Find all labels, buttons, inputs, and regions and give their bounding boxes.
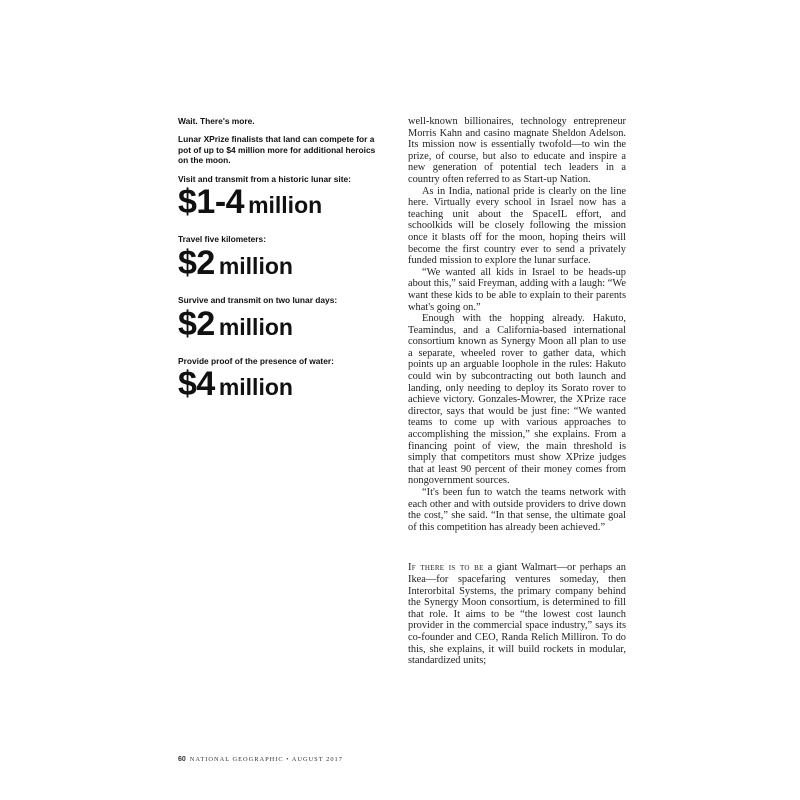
folio-text: NATIONAL GEOGRAPHIC • AUGUST 2017 bbox=[189, 756, 343, 763]
award-value: $2 bbox=[178, 304, 215, 343]
article-paragraph: “It's been fun to watch the teams network with each other and with outside providers to drive down the cost,” she said. “In that sense, the ultimate goal of this competition has already been achieved.” bbox=[408, 487, 626, 533]
award-label: Survive and transmit on two lunar days: bbox=[178, 294, 338, 305]
article-paragraph: well-known billionaires, technology entrepreneur Morris Kahn and casino magnate Sheldon Adelson. Its mission now is essentially twofold—to win the prize, of course, but also to educate and inspire a new generation of potential tech leaders in a country often referred to as Start-up Nation. bbox=[408, 116, 626, 185]
sidebar-heading: Wait. There's more. bbox=[178, 116, 255, 126]
award-value: $1-4 bbox=[178, 183, 245, 222]
award-travel bbox=[178, 234, 376, 289]
award-label: Travel five kilometers: bbox=[178, 234, 266, 245]
prize-sidebar bbox=[178, 116, 376, 416]
award-amount bbox=[178, 244, 376, 289]
award-amount bbox=[178, 365, 376, 410]
section-lead-in: If there is to be bbox=[408, 562, 484, 574]
award-amount bbox=[178, 305, 376, 350]
award-unit: million bbox=[218, 252, 293, 279]
award-unit: million bbox=[248, 192, 323, 219]
award-label: Visit and transmit from a historic lunar site: bbox=[178, 173, 351, 184]
article-paragraph: As in India, national pride is clearly on the line here. Virtually every school in Israel now has a teaching unit about the SpaceIL effort, and schoolkids will be closely following the mission once it blasts off for the moon, hoping theirs will become the first country ever to send a privately funded mission to explore the lunar surface. bbox=[408, 185, 626, 267]
award-amount bbox=[178, 183, 376, 228]
paragraph-text: a giant Walmart—or perhaps an Ikea—for spacefaring ventures someday, then Interorbital Systems, the primary company behind the Synergy Moon consortium, is determined to fill that role. It aims to be “the lowest cost launch provider in the commercial space industry,” says its co-founder and CEO, Randa Relich Milliron. To do this, she explains, it will build rockets in modular, standardized units; bbox=[408, 562, 626, 667]
award-unit: million bbox=[218, 313, 293, 340]
article-paragraph: “We wanted all kids in Israel to be heads-up about this,” said Freyman, adding with a laugh: “We want these kids to be able to explain to their parents what's going on.” bbox=[408, 266, 626, 313]
article-column bbox=[408, 116, 626, 667]
award-value: $4 bbox=[178, 365, 215, 404]
section-break bbox=[408, 533, 626, 562]
award-water bbox=[178, 356, 376, 411]
award-unit: million bbox=[218, 374, 293, 401]
page-folio bbox=[178, 756, 343, 763]
award-survive bbox=[178, 295, 376, 350]
sidebar-intro: Lunar XPrize finalists that land can compete for a pot of up to $4 million more for additional heroics on the moon. bbox=[178, 134, 376, 166]
page-number: 60 bbox=[178, 756, 186, 763]
award-value: $2 bbox=[178, 243, 215, 282]
article-paragraph bbox=[408, 562, 626, 666]
article-paragraph: Enough with the hopping already. Hakuto, Teamindus, and a California-based international consortium known as Synergy Moon all plan to use a separate, wheeled rover to gather data, which points up an arguable loophole in the rules: Hakuto could win by subcontracting out both launch and landing, only needing to deploy its Sorato rover to achieve victory. Gonzales-Mowrer, the XPrize race director, says that would be just fine: “We wanted teams to come up with various approaches to accomplishing the mission,” she explains. From a financing point of view, the main threshold is simply that competitors must show XPrize judges that at least 90 percent of their money comes from nongovernment sources. bbox=[408, 313, 626, 487]
award-label: Provide proof of the presence of water: bbox=[178, 355, 334, 366]
award-historic-site bbox=[178, 174, 376, 229]
